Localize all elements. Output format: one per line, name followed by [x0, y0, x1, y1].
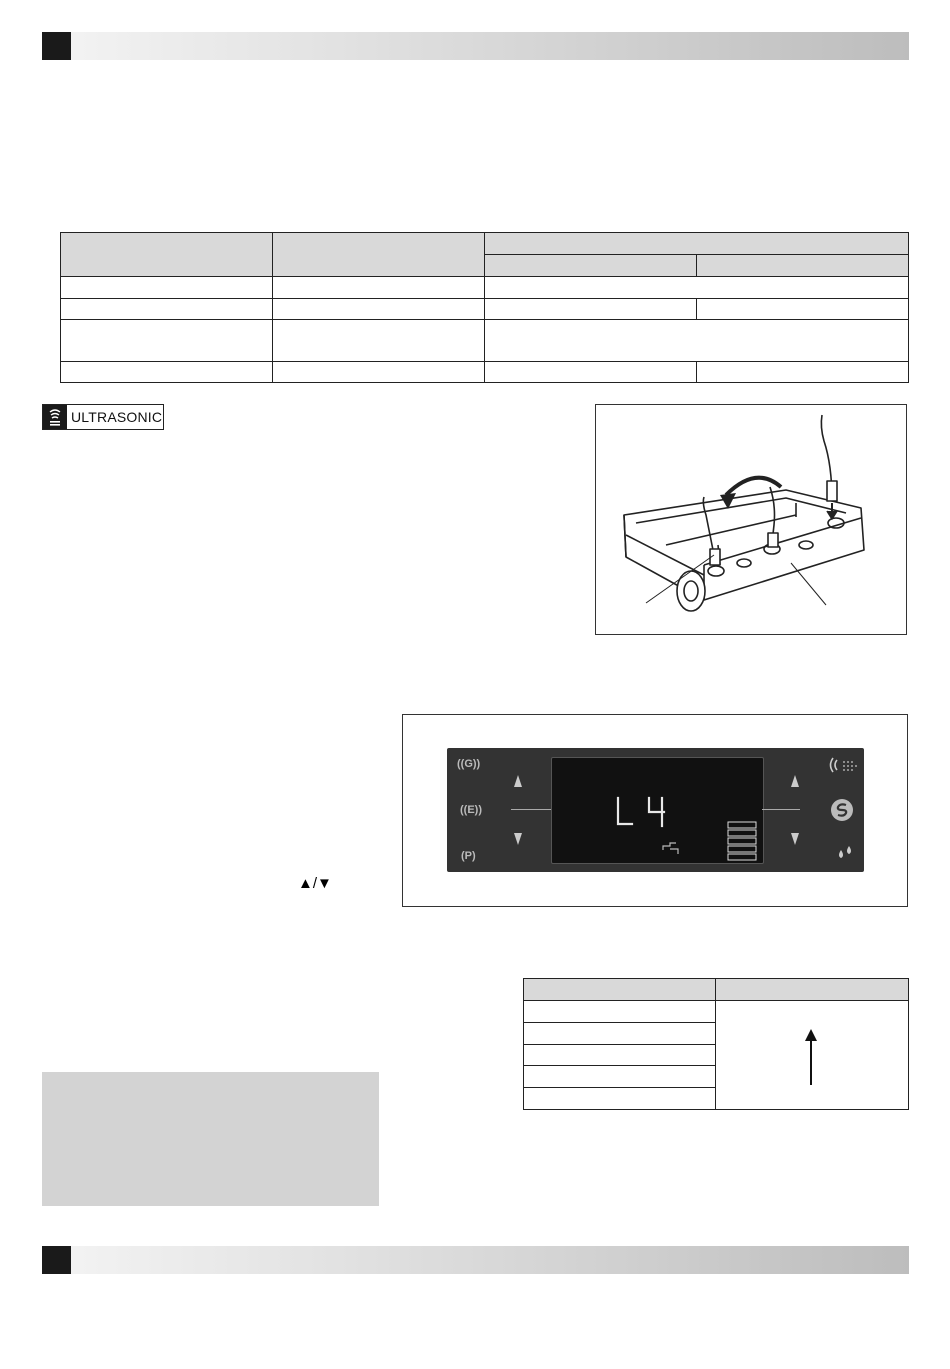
mode-g-label: ((G))	[457, 758, 481, 770]
note-box	[42, 1072, 379, 1206]
table-header-cell	[716, 979, 909, 1001]
divider-right	[762, 809, 800, 810]
up-arrow-icon[interactable]	[513, 774, 523, 788]
ultrasonic-icon	[827, 754, 859, 776]
up-arrow-icon[interactable]	[790, 774, 800, 788]
increase-arrow-cell	[716, 1001, 909, 1110]
table-row	[61, 299, 909, 320]
header-square	[42, 32, 71, 60]
table-row	[524, 1001, 909, 1023]
down-arrow-icon[interactable]	[790, 832, 800, 846]
tip-holder-figure	[595, 404, 907, 635]
lcd-screen	[551, 757, 764, 864]
table-header-cell	[697, 255, 909, 277]
down-arrow-icon[interactable]	[513, 832, 523, 846]
badge-label: ULTRASONIC	[71, 409, 163, 425]
mode-e-label: ((E))	[460, 804, 482, 816]
level-bars-icon	[728, 822, 756, 860]
table-row	[61, 320, 909, 362]
tap-icon	[663, 843, 678, 854]
mode-p-label: (P)	[461, 850, 476, 862]
specs-table	[60, 232, 909, 383]
page-header-bar	[42, 32, 909, 60]
table-header-cell	[273, 233, 485, 277]
reading-display	[552, 758, 763, 863]
table-header-cell	[485, 255, 697, 277]
control-panel	[447, 748, 864, 872]
page-footer-bar	[42, 1246, 909, 1274]
control-panel-figure	[402, 714, 908, 907]
divider-left	[511, 809, 551, 810]
table-header-cell	[485, 233, 909, 255]
water-drops-icon	[835, 844, 855, 862]
ultrasonic-badge	[42, 404, 164, 430]
table-row	[61, 277, 909, 299]
spray-logo-icon	[830, 798, 854, 822]
level-table	[523, 978, 909, 1110]
table-header-cell	[524, 979, 716, 1001]
arrow-keys-glyphs: ▲/▼	[298, 875, 332, 892]
table-row	[61, 362, 909, 383]
table-header-cell	[61, 233, 273, 277]
ultrasonic-waves-icon	[43, 405, 67, 429]
up-long-arrow-icon	[716, 1001, 908, 1109]
footer-square	[42, 1246, 71, 1274]
